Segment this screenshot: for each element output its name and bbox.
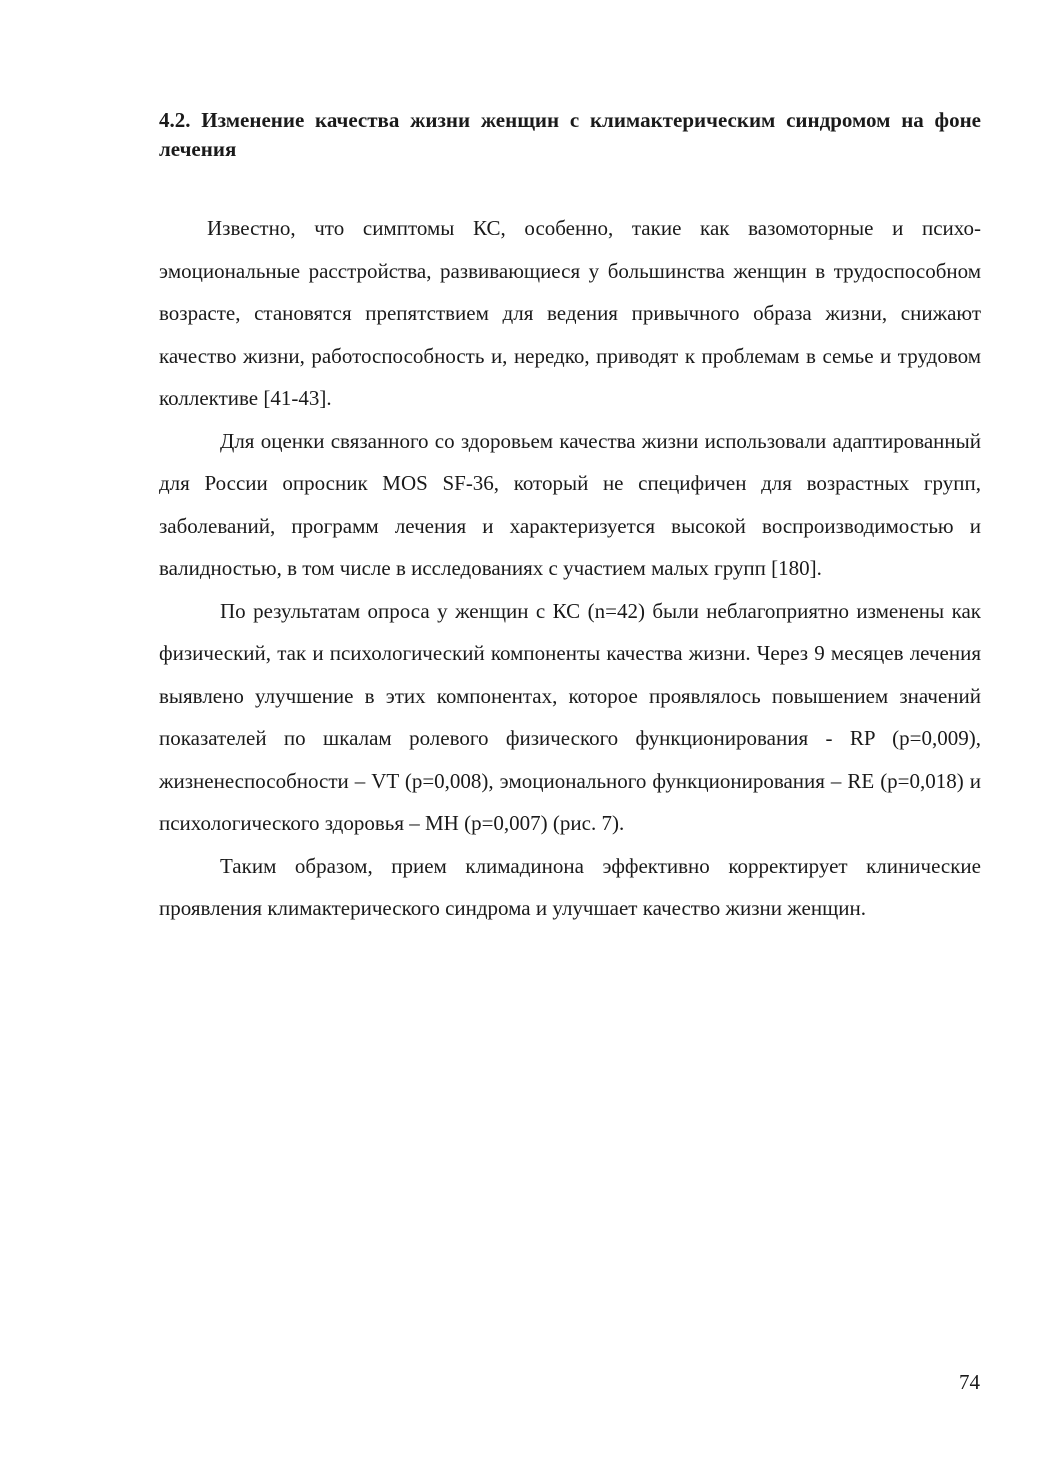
body-text	[159, 207, 981, 930]
paragraph-4: Таким образом, прием климадинона эффективно корректирует клинические проявления климактерического синдрома и улучшает качество жизни женщин.	[159, 853, 981, 920]
section-heading: 4.2. Изменение качества жизни женщин с климактерическим синдромом на фоне лечения	[159, 108, 981, 161]
paragraph-1: Известно, что симптомы КС, особенно, такие как вазомоторные и психо-эмоциональные расстройства, развивающиеся у большинства женщин в трудоспособном возрасте, становятся препятствием для ведения привычного образа жизни, снижают качество жизни, работоспособность и, нередко, приводят к проблемам в семье и трудовом коллективе [41-43].	[159, 216, 981, 410]
paragraph-3: По результатам опроса у женщин с КС (n=42) были неблагоприятно изменены как физический, так и психологический компоненты качества жизни. Через 9 месяцев лечения выявлено улучшение в этих компонентах, которое проявлялось повышением значений показателей по шкалам ролевого физического функционирования - RP (p=0,009), жизненеспособности – VT (p=0,008), эмоционального функционирования – RE (p=0,018) и психологического здоровья – MH (p=0,007) (рис. 7).	[159, 598, 981, 835]
page-number: 74	[959, 1370, 980, 1394]
paragraph-2: Для оценки связанного со здоровьем качества жизни использовали адаптированный для России опросник MOS SF-36, который не специфичен для возрастных групп, заболеваний, программ лечения и характеризуется высокой воспроизводимостью и валидностью, в том числе в исследованиях с участием малых групп [180].	[159, 428, 981, 580]
